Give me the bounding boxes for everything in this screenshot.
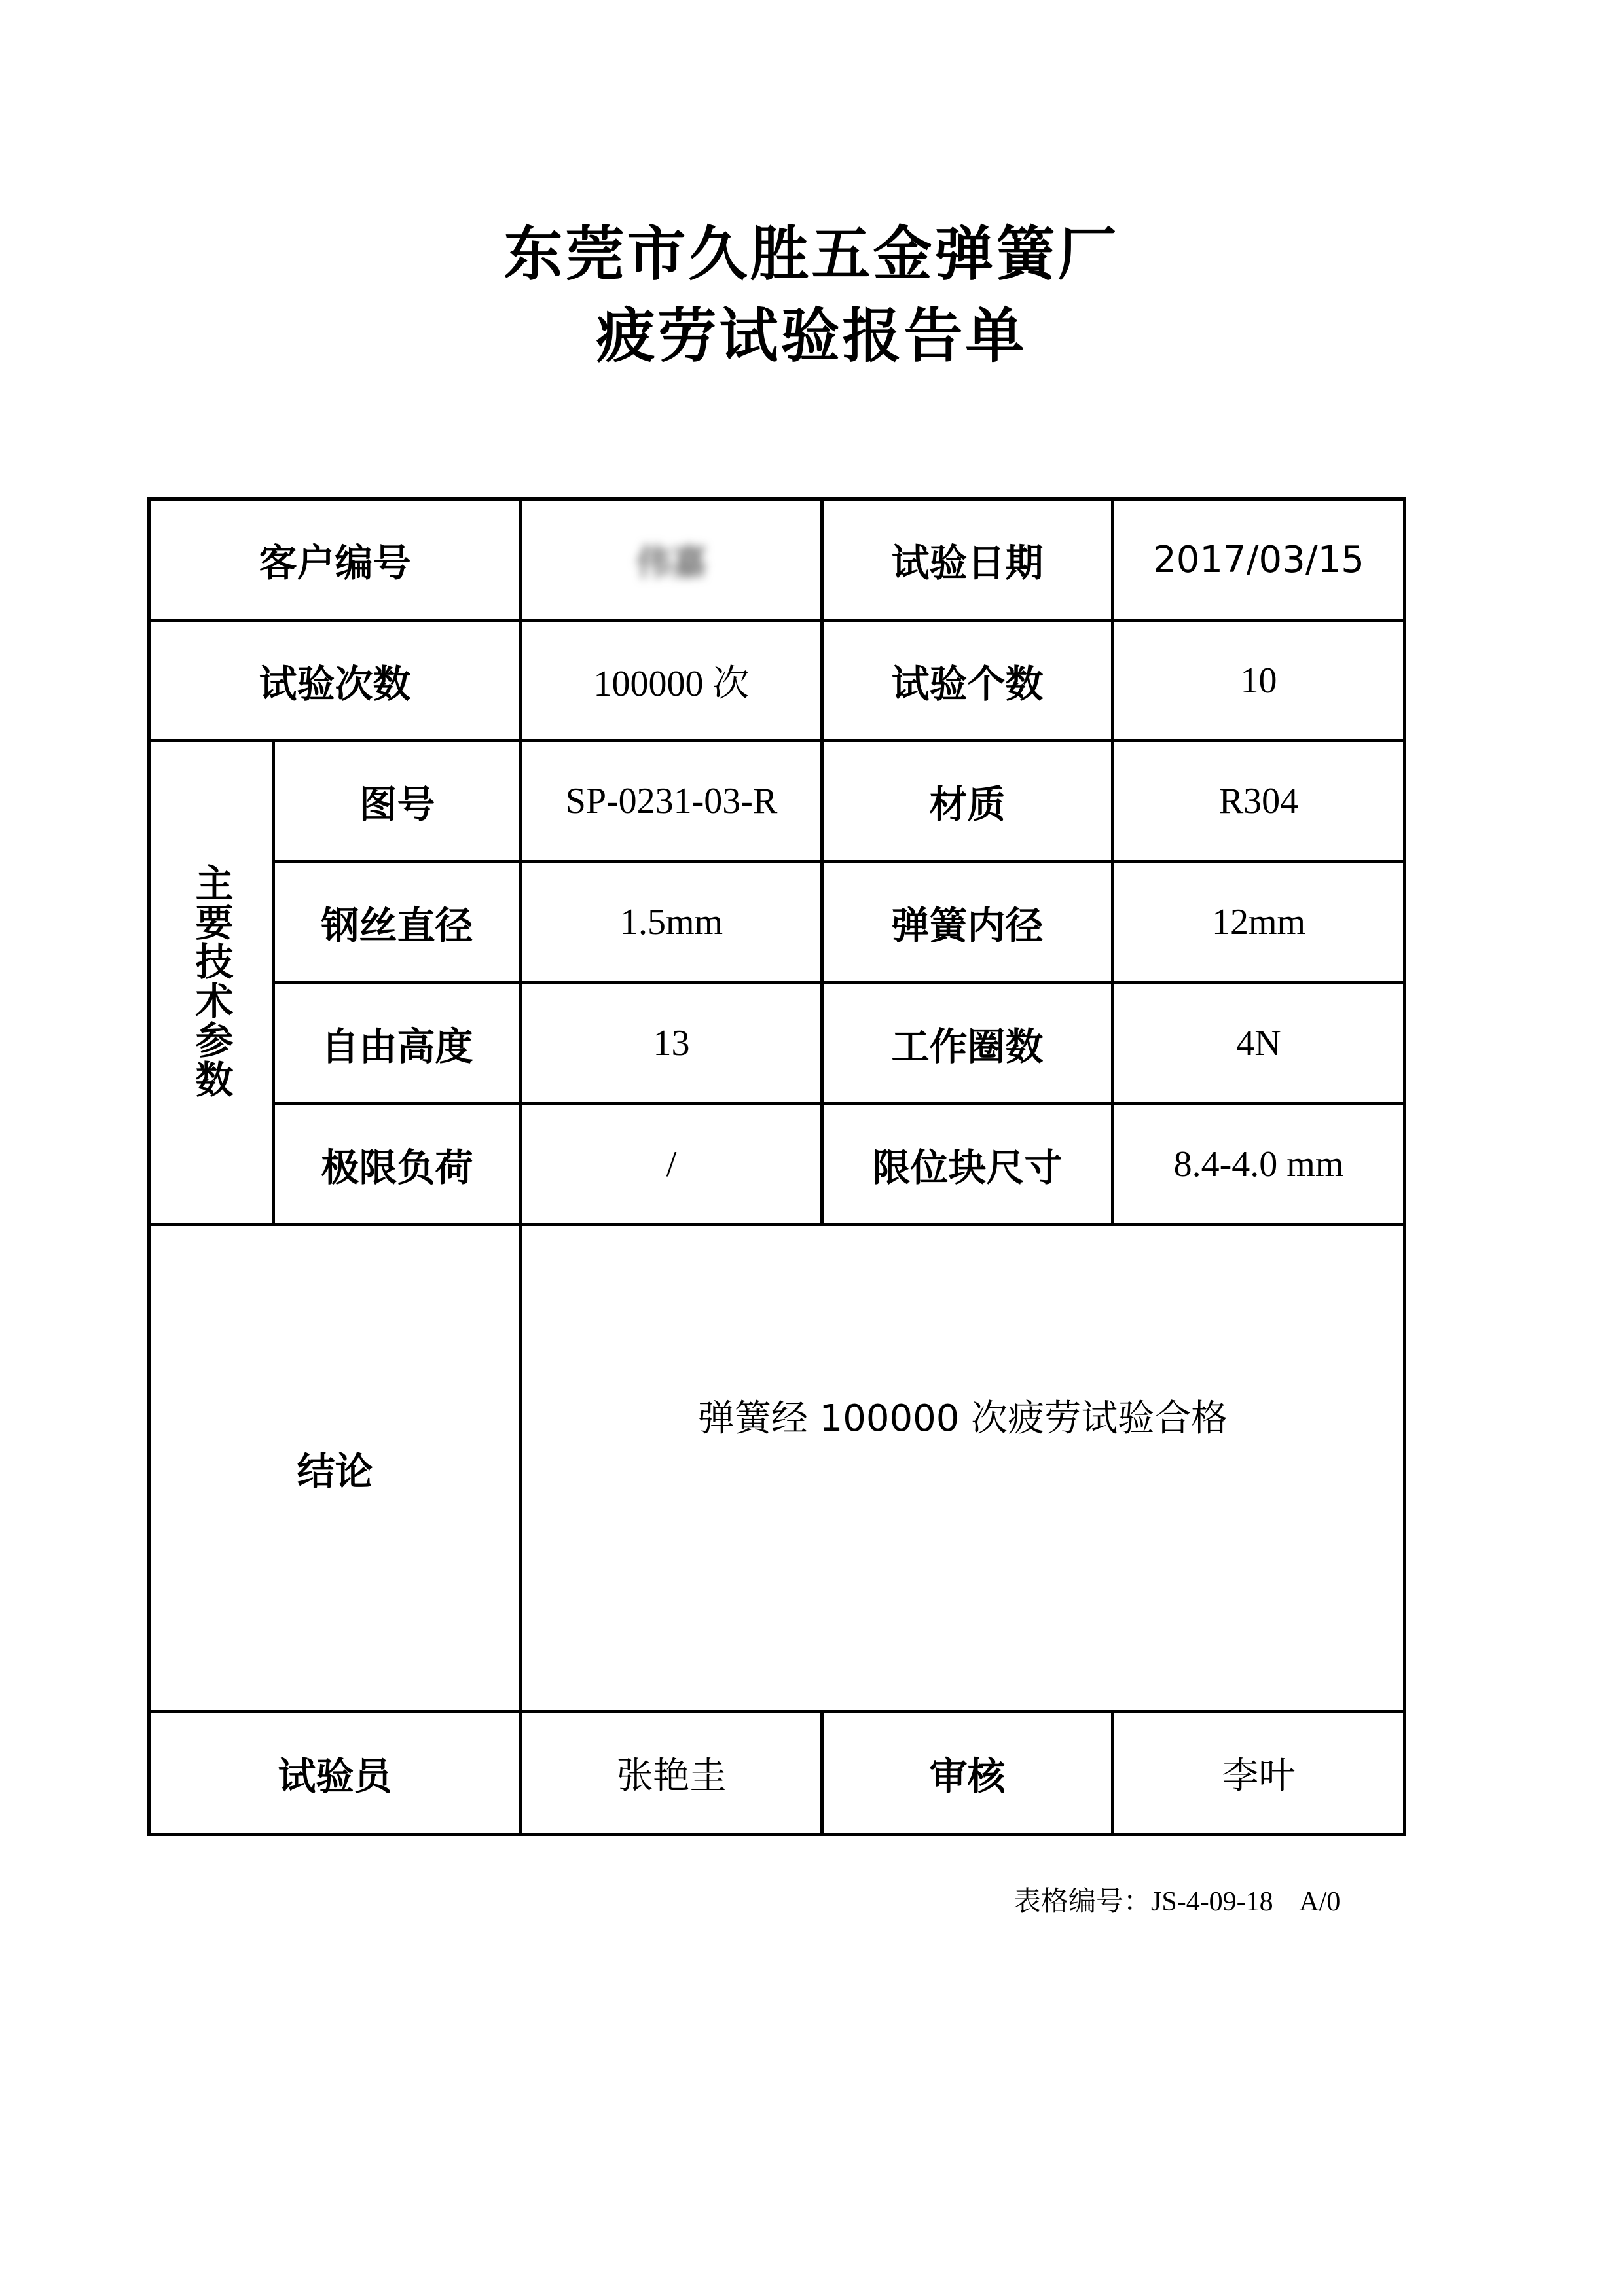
limit-load-value: / — [521, 1104, 822, 1225]
tester-label: 试验员 — [149, 1712, 521, 1835]
tester-value: 张艳圭 — [521, 1712, 822, 1835]
company-name: 东莞市久胜五金弹簧厂 — [503, 220, 1120, 289]
params-cell — [149, 741, 274, 1225]
free-height-label: 自由高度 — [274, 983, 521, 1104]
drawing-no-label: 图号 — [274, 741, 521, 862]
wire-dia-value: 1.5mm — [521, 862, 822, 983]
stop-block-label: 限位块尺寸 — [822, 1104, 1113, 1225]
customer-no-cell — [521, 499, 822, 620]
wire-dia-label: 钢丝直径 — [274, 862, 521, 983]
stop-block-value: 8.4-4.0 mm — [1113, 1104, 1405, 1225]
report-table — [147, 497, 1406, 1836]
params-label: 主要技术参数 — [189, 863, 234, 1099]
test-date-label: 试验日期 — [822, 499, 1113, 620]
reviewer-label: 审核 — [822, 1712, 1113, 1835]
active-coils-value: 4N — [1113, 983, 1405, 1104]
reviewer-value: 李叶 — [1113, 1712, 1405, 1835]
test-count-label: 试验个数 — [822, 620, 1113, 741]
report-title: 疲劳试验报告单 — [596, 302, 1027, 370]
free-height-value: 13 — [521, 983, 822, 1104]
customer-no-value: 伟嘉 — [636, 541, 707, 583]
conclusion-label: 结论 — [149, 1225, 521, 1712]
customer-no-label: 客户编号 — [149, 499, 521, 620]
drawing-no-value: SP-0231-03-R — [521, 741, 822, 862]
inner-dia-label: 弹簧内径 — [822, 862, 1113, 983]
material-label: 材质 — [822, 741, 1113, 862]
active-coils-label: 工作圈数 — [822, 983, 1113, 1104]
test-cycles-label: 试验次数 — [149, 620, 521, 741]
material-value: R304 — [1113, 741, 1405, 862]
form-number: 表格编号：JS-4-09-18 A/0 — [1013, 1887, 1341, 1917]
inner-dia-value: 12mm — [1113, 862, 1405, 983]
test-count-value: 10 — [1113, 620, 1405, 741]
limit-load-label: 极限负荷 — [274, 1104, 521, 1225]
test-date-value: 2017/03/15 — [1113, 499, 1405, 620]
test-cycles-value: 100000 次 — [521, 620, 822, 741]
conclusion-value: 弹簧经 100000 次疲劳试验合格 — [521, 1225, 1405, 1712]
